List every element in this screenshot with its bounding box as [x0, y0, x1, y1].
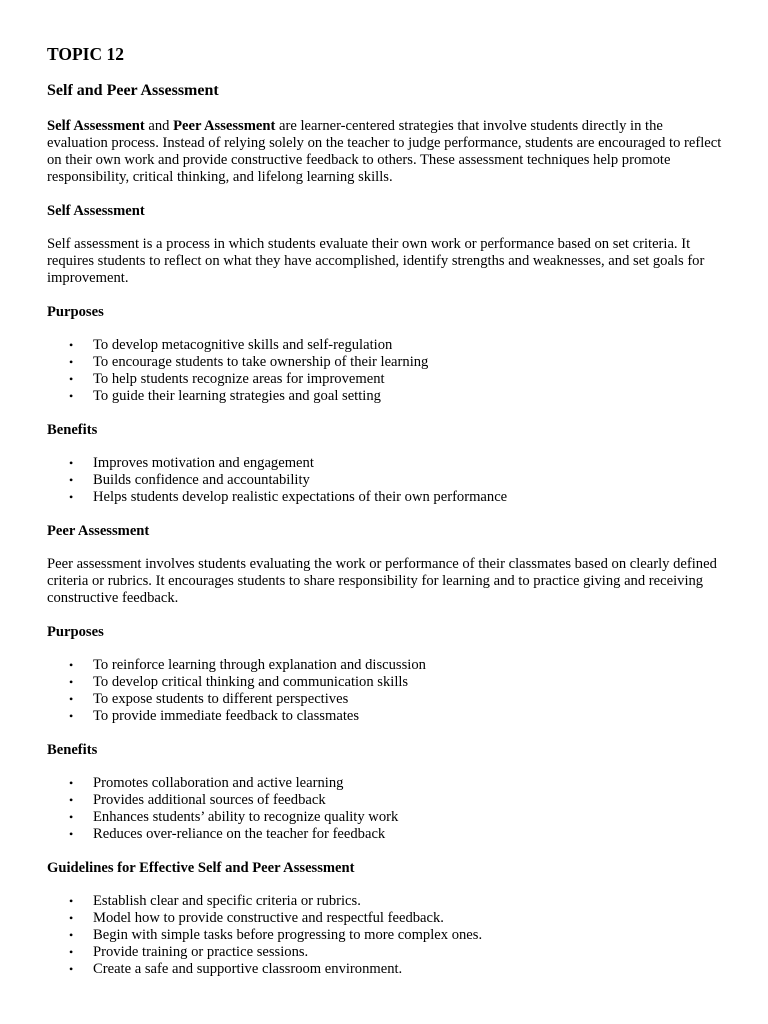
guidelines-heading: Guidelines for Effective Self and Peer Assessment [47, 860, 355, 876]
list-item: • To expose students to different perspectives [93, 691, 722, 708]
list-item: • Establish clear and specific criteria or rubrics. [93, 893, 722, 910]
peer-assessment-heading: Peer Assessment [47, 523, 150, 539]
list-item: • To reinforce learning through explanation and discussion [93, 657, 722, 674]
self-assessment-paragraph: Self assessment is a process in which students evaluate their own work or performance based on set criteria. It requires students to reflect on what they have accomplished, identify strengths and weaknesses, and set goals for improvement. [47, 236, 705, 286]
topic-number: TOPIC 12 [47, 44, 124, 64]
list-item: • Helps students develop realistic expectations of their own performance [93, 489, 722, 506]
list-item: • To encourage students to take ownership of their learning [93, 354, 722, 371]
list-item: • Improves motivation and engagement [93, 455, 722, 472]
guidelines-list [47, 893, 722, 978]
list-item: • Model how to provide constructive and respectful feedback. [93, 910, 722, 927]
peer-benefits-heading: Benefits [47, 742, 98, 758]
peer-purposes-list [47, 657, 722, 725]
self-assessment-heading: Self Assessment [47, 203, 145, 219]
intro-paragraph [47, 118, 722, 186]
list-item: • Create a safe and supportive classroom environment. [93, 961, 722, 978]
list-item: • To guide their learning strategies and goal setting [93, 388, 722, 405]
list-item: • Enhances students’ ability to recognize quality work [93, 809, 722, 826]
intro-and: and [144, 118, 174, 134]
list-item: • Provide training or practice sessions. [93, 944, 722, 961]
list-item: • Provides additional sources of feedback [93, 792, 722, 809]
page-title: Self and Peer Assessment [47, 82, 219, 99]
intro-rest: are learner-centered strategies that involve students directly in the evaluation process. Instead of relying solely on the teacher to judge performance, students are encouraged to reflect on their own work and provide constructive feedback to others. These assessment techniques help promote responsibility, critical thinking, and lifelong learning skills. [47, 118, 722, 185]
list-item: • Begin with simple tasks before progressing to more complex ones. [93, 927, 722, 944]
list-item: • Promotes collaboration and active learning [93, 775, 722, 792]
intro-term-self: Self Assessment [47, 118, 145, 134]
list-item: • To develop metacognitive skills and self-regulation [93, 337, 722, 354]
list-item: • Reduces over-reliance on the teacher for feedback [93, 826, 722, 843]
self-purposes-list [47, 337, 722, 405]
intro-term-peer: Peer Assessment [173, 118, 276, 134]
list-item: • To develop critical thinking and communication skills [93, 674, 722, 691]
peer-benefits-list [47, 775, 722, 843]
peer-purposes-heading: Purposes [47, 624, 104, 640]
list-item: • To provide immediate feedback to classmates [93, 708, 722, 725]
self-purposes-heading: Purposes [47, 304, 104, 320]
peer-assessment-paragraph: Peer assessment involves students evaluating the work or performance of their classmates based on clearly defined criteria or rubrics. It encourages students to share responsibility for learning and to practice giving and receiving constructive feedback. [47, 556, 717, 606]
list-item: • To help students recognize areas for improvement [93, 371, 722, 388]
list-item: • Builds confidence and accountability [93, 472, 722, 489]
self-benefits-heading: Benefits [47, 422, 98, 438]
self-benefits-list [47, 455, 722, 506]
